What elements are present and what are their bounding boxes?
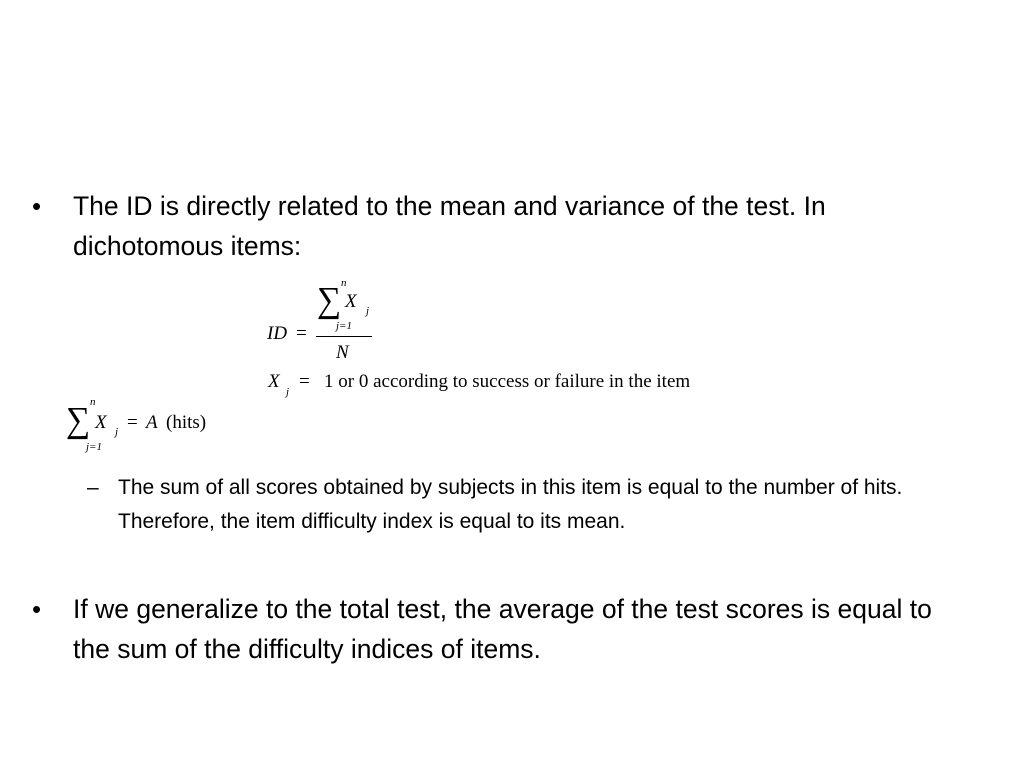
formula-variable: X	[345, 291, 357, 312]
xj-equals: =	[299, 371, 310, 392]
sum-upper-limit: n	[90, 396, 96, 408]
sub-bullet-text: The sum of all scores obtained by subjects in this item is equal to the number of hits. Therefore, the item difficulty index is equal to its mean.	[118, 476, 903, 533]
xj-description: 1 or 0 according to success or failure in the item	[324, 371, 691, 392]
sum-symbol: ∑	[66, 401, 91, 440]
formula-lower-limit: j=1	[336, 320, 352, 332]
sum-rhs-variable: A	[146, 412, 158, 433]
sum-subscript: j	[115, 426, 119, 438]
formula-denominator: N	[336, 342, 349, 363]
formula-subscript: j	[366, 305, 370, 317]
sub-bullet-item	[87, 471, 967, 539]
summation-symbol: ∑	[317, 281, 342, 320]
bullet-dot: •	[32, 594, 42, 624]
bullet-item-2	[32, 589, 982, 669]
bullet-text: If we generalize to the total test, the average of the test scores is equal to the sum of the difficulty indices of items.	[73, 594, 932, 664]
fraction-bar	[316, 336, 372, 337]
sum-variable: X	[95, 412, 107, 433]
bullet-item-1	[32, 186, 982, 266]
formula-equals: =	[296, 323, 307, 344]
xj-variable: X	[268, 371, 280, 392]
bullet-dot: •	[32, 191, 42, 221]
formula-lhs: ID	[267, 323, 288, 344]
xj-subscript: j	[286, 386, 290, 398]
sum-rhs-text: (hits)	[166, 412, 207, 433]
bullet-text: The ID is directly related to the mean and variance of the test. In dichotomous items:	[73, 191, 826, 261]
sum-lower-limit: j=1	[86, 441, 102, 453]
sum-equals: =	[127, 412, 138, 433]
formula-upper-limit: n	[341, 277, 347, 289]
sub-bullet-dash: –	[87, 476, 99, 499]
